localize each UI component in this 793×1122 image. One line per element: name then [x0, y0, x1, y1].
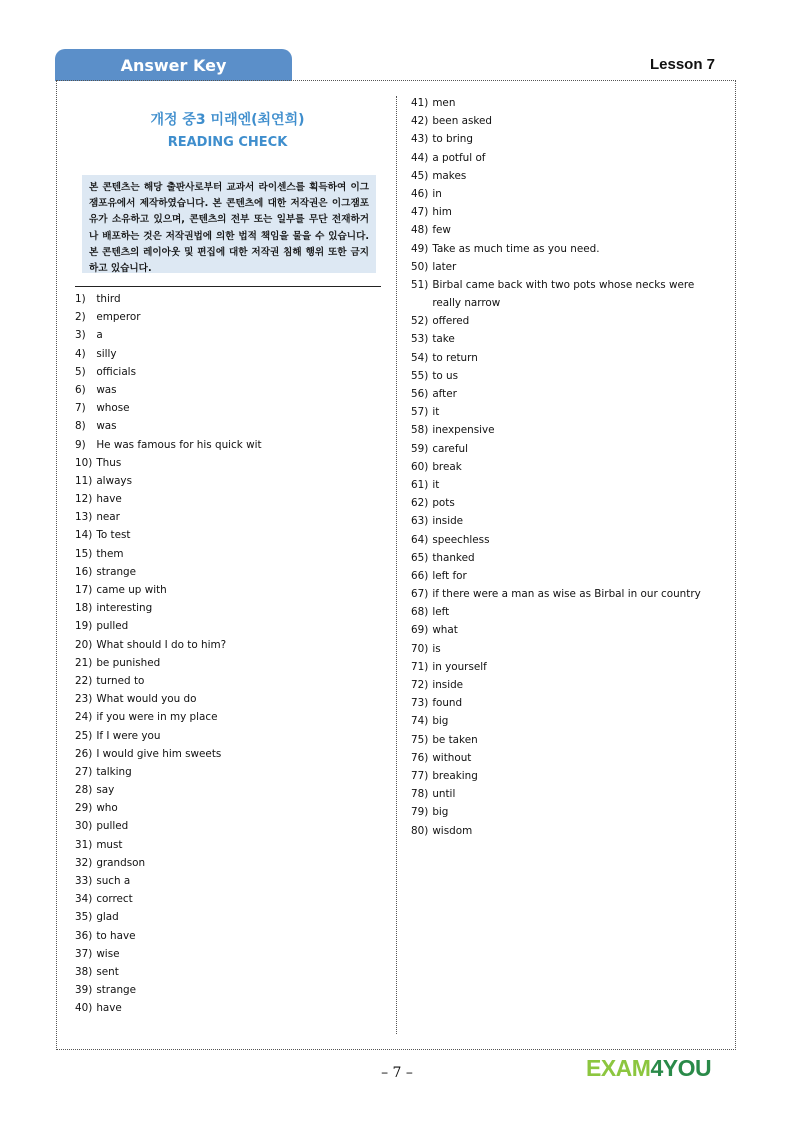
answer-number: 65) — [411, 551, 429, 564]
answer-number: 63) — [411, 515, 429, 528]
answer-text: a potful of — [432, 151, 486, 164]
answer-number: 74) — [411, 715, 429, 728]
answer-item — [75, 981, 375, 999]
answer-text: near — [96, 511, 120, 524]
answer-item — [75, 472, 375, 490]
answers-left-column — [75, 290, 375, 1018]
answer-text: always — [96, 474, 132, 487]
answer-number: 69) — [411, 624, 429, 637]
answer-text: men — [432, 97, 456, 109]
answer-number: 29) — [75, 802, 93, 815]
answer-item — [75, 508, 375, 526]
answer-text: a — [96, 329, 103, 342]
answer-item — [75, 308, 375, 326]
answer-item — [411, 658, 721, 676]
answer-text: makes — [432, 169, 467, 182]
answer-item — [411, 276, 721, 312]
answer-number: 8) — [75, 420, 86, 433]
answer-number: 33) — [75, 875, 93, 887]
answer-number: 77) — [411, 769, 429, 782]
answer-number: 22) — [75, 674, 93, 687]
answer-number: 20) — [75, 638, 93, 651]
answer-item — [75, 945, 375, 963]
answer-number: 66) — [411, 569, 429, 582]
answer-number: 37) — [75, 947, 93, 960]
answer-number: 19) — [75, 620, 93, 633]
answer-item — [75, 599, 375, 617]
answer-item — [75, 799, 375, 817]
answer-number: 6) — [75, 383, 86, 396]
answer-item — [411, 240, 721, 258]
answer-number: 68) — [411, 606, 429, 619]
answer-item — [411, 440, 721, 458]
answer-text: strange — [96, 984, 137, 997]
answer-item — [411, 112, 721, 130]
answer-number: 45) — [411, 169, 429, 182]
answer-item — [411, 676, 721, 694]
exam4you-logo — [586, 1055, 711, 1082]
answer-text: correct — [96, 893, 133, 906]
answer-text: until — [432, 788, 456, 801]
answer-text: him — [432, 206, 452, 219]
answer-text: left — [432, 606, 450, 619]
answer-number: 10) — [75, 456, 93, 469]
answer-item — [411, 149, 721, 167]
answer-item — [75, 636, 375, 654]
answer-text: He was famous for his quick wit — [96, 438, 262, 451]
answer-item — [411, 385, 721, 403]
answer-text: What would you do — [96, 693, 197, 706]
answer-number: 76) — [411, 751, 429, 764]
answer-number: 30) — [75, 820, 93, 833]
answer-number: 9) — [75, 438, 86, 451]
answer-text: whose — [96, 402, 130, 415]
answer-number: 27) — [75, 765, 93, 778]
answer-item — [411, 749, 721, 767]
answer-number: 42) — [411, 115, 429, 128]
answer-item — [75, 999, 375, 1017]
answer-item — [411, 494, 721, 512]
answer-text: must — [96, 838, 123, 851]
answer-item — [411, 822, 721, 840]
answer-text: such a — [96, 875, 131, 887]
answer-text: be taken — [432, 733, 478, 746]
answer-item — [75, 617, 375, 635]
answer-text: pulled — [96, 620, 129, 633]
answer-number: 67) — [411, 588, 429, 601]
answer-number: 70) — [411, 642, 429, 655]
answer-item — [411, 531, 721, 549]
answer-number: 52) — [411, 315, 429, 328]
answer-number: 47) — [411, 206, 429, 219]
answer-text: be punished — [96, 656, 161, 669]
answer-text: sent — [96, 965, 119, 978]
answer-number: 56) — [411, 388, 429, 401]
answer-item — [411, 330, 721, 348]
answer-number: 49) — [411, 242, 429, 255]
answer-item — [411, 421, 721, 439]
answer-item — [75, 290, 375, 308]
answer-text: say — [96, 784, 115, 797]
answer-number: 75) — [411, 733, 429, 746]
answer-text: what — [432, 624, 458, 637]
answer-text: without — [432, 751, 472, 764]
answer-text: to us — [432, 369, 459, 382]
answer-item — [75, 526, 375, 544]
answer-text: to return — [432, 351, 478, 364]
answer-text: later — [432, 260, 457, 273]
answer-text: take — [432, 333, 455, 346]
answer-item — [411, 312, 721, 330]
answer-item — [411, 130, 721, 148]
answer-text: To test — [96, 529, 131, 542]
answer-text: offered — [432, 315, 470, 328]
answer-text: pulled — [96, 820, 129, 833]
answer-number: 12) — [75, 493, 93, 506]
answer-number: 51) — [411, 278, 429, 291]
answer-number: 24) — [75, 711, 93, 724]
answer-text: in — [432, 187, 442, 200]
answer-number: 59) — [411, 442, 429, 455]
answer-text: silly — [96, 347, 117, 360]
answer-item — [75, 927, 375, 945]
answer-number: 36) — [75, 929, 93, 942]
answer-number: 13) — [75, 511, 93, 524]
answer-number: 35) — [75, 911, 93, 924]
answer-text: wise — [96, 947, 120, 960]
answer-text: turned to — [96, 674, 145, 687]
answer-number: 46) — [411, 187, 429, 200]
answer-number: 58) — [411, 424, 429, 437]
answer-item — [75, 545, 375, 563]
answer-item — [75, 763, 375, 781]
answer-text: emperor — [96, 311, 141, 324]
answer-item — [411, 621, 721, 639]
answer-number: 4) — [75, 347, 86, 360]
answer-text: is — [432, 642, 441, 655]
answer-number: 28) — [75, 784, 93, 797]
answer-item — [411, 167, 721, 185]
answer-item — [75, 836, 375, 854]
answer-text: grandson — [96, 856, 146, 869]
answer-text: talking — [96, 765, 132, 778]
answers-right-column — [411, 94, 721, 840]
section-title: READING CHECK — [167, 135, 288, 150]
answer-item — [411, 349, 721, 367]
answer-text: few — [432, 224, 451, 237]
answer-text: If I were you — [96, 729, 161, 742]
answer-text: pots — [432, 497, 455, 510]
answer-text: I would give him sweets — [96, 747, 222, 760]
answer-number: 60) — [411, 460, 429, 473]
answer-number: 61) — [411, 478, 429, 491]
answer-item — [75, 563, 375, 581]
title-block — [75, 110, 380, 154]
answer-text: officials — [96, 365, 136, 378]
answer-number: 11) — [75, 474, 93, 487]
answer-number: 53) — [411, 333, 429, 346]
lesson-label: Lesson 7 — [649, 56, 715, 73]
answer-text: was — [96, 383, 117, 396]
answer-item — [75, 454, 375, 472]
answer-number: 17) — [75, 584, 93, 596]
answer-number: 38) — [75, 965, 93, 978]
answer-number: 72) — [411, 679, 429, 692]
answer-number: 7) — [75, 402, 86, 415]
answer-number: 39) — [75, 984, 93, 997]
textbook-title: 개정 중3 미래엔(최연희) — [150, 112, 305, 128]
answer-number: 26) — [75, 747, 93, 760]
logo-4you-text: 4YOU — [650, 1055, 712, 1081]
answer-text: Take as much time as you need. — [432, 242, 600, 255]
answer-number: 14) — [75, 529, 93, 542]
answer-item — [411, 221, 721, 239]
answer-number: 50) — [411, 260, 429, 273]
answer-item — [75, 399, 375, 417]
answer-number: 16) — [75, 565, 93, 578]
answer-number: 40) — [75, 1002, 93, 1015]
answer-number: 78) — [411, 788, 429, 801]
answer-text: left for — [432, 569, 467, 582]
answer-text: third — [96, 293, 121, 305]
answer-text: thanked — [432, 551, 475, 564]
answer-text: after — [432, 388, 457, 401]
answer-number: 62) — [411, 497, 429, 510]
answer-item — [75, 363, 375, 381]
notice-rule — [75, 286, 381, 287]
column-divider — [396, 96, 397, 1034]
answer-item — [411, 185, 721, 203]
answer-item — [411, 94, 721, 112]
answer-number: 3) — [75, 329, 86, 342]
answer-number: 55) — [411, 369, 429, 382]
answer-item — [411, 476, 721, 494]
answer-number: 54) — [411, 351, 429, 364]
answer-item — [75, 781, 375, 799]
answer-text: in yourself — [432, 660, 487, 673]
answer-key-label: Answer Key — [120, 55, 227, 75]
answer-item — [75, 963, 375, 981]
answer-text: breaking — [432, 769, 478, 782]
answer-item — [411, 403, 721, 421]
answer-text: them — [96, 547, 124, 560]
answer-item — [75, 417, 375, 435]
answer-item — [75, 581, 375, 599]
answer-item — [75, 490, 375, 508]
answer-item — [411, 258, 721, 276]
answer-text: big — [432, 806, 449, 819]
answer-text: if you were in my place — [96, 711, 218, 724]
answer-number: 64) — [411, 533, 429, 546]
answer-text: Birbal came back with two pots whose necks were really narrow — [432, 278, 695, 310]
answer-text: glad — [96, 911, 119, 924]
answer-number: 18) — [75, 602, 93, 615]
answer-item — [411, 203, 721, 221]
answer-number: 41) — [411, 97, 429, 109]
answer-item — [411, 458, 721, 476]
answer-item — [411, 767, 721, 785]
answer-item — [75, 690, 375, 708]
answer-text: interesting — [96, 602, 153, 615]
answer-item — [411, 512, 721, 530]
answer-text: Thus — [96, 456, 122, 469]
page-number: – 7 – — [381, 1065, 413, 1081]
answer-number: 44) — [411, 151, 429, 164]
answer-item — [75, 872, 375, 890]
answer-text: it — [432, 478, 440, 491]
answer-number: 32) — [75, 856, 93, 869]
answer-item — [411, 712, 721, 730]
answer-text: inside — [432, 679, 464, 692]
answer-item — [411, 603, 721, 621]
answer-item — [75, 854, 375, 872]
answer-text: break — [432, 460, 462, 473]
answer-text: who — [96, 802, 118, 815]
answer-text: inexpensive — [432, 424, 495, 437]
answer-number: 31) — [75, 838, 93, 851]
answer-item — [411, 585, 721, 603]
answer-text: big — [432, 715, 449, 728]
answer-number: 79) — [411, 806, 429, 819]
answer-text: have — [96, 1002, 122, 1015]
answer-item — [411, 567, 721, 585]
answer-text: wisdom — [432, 824, 473, 837]
answer-text: was — [96, 420, 117, 433]
answer-item — [75, 381, 375, 399]
answer-key-tab — [55, 49, 292, 81]
answer-number: 34) — [75, 893, 93, 906]
answer-text: inside — [432, 515, 464, 528]
answer-number: 15) — [75, 547, 93, 560]
logo-exam-text: EXAM — [586, 1055, 651, 1081]
answer-number: 80) — [411, 824, 429, 837]
answer-item — [75, 345, 375, 363]
answer-item — [411, 803, 721, 821]
answer-text: What should I do to him? — [96, 638, 227, 651]
answer-number: 23) — [75, 693, 93, 706]
answer-number: 1) — [75, 293, 86, 305]
answer-number: 2) — [75, 311, 86, 324]
answer-text: it — [432, 406, 440, 419]
answer-item — [75, 817, 375, 835]
answer-text: found — [432, 697, 463, 710]
answer-item — [411, 785, 721, 803]
answer-item — [75, 326, 375, 344]
answer-number: 57) — [411, 406, 429, 419]
copyright-notice: 본 콘텐츠는 해당 출판사로부터 교과서 라이센스를 획득하여 이그잼포유에서 제작하였습니다. 본 콘텐츠에 대한 저작권은 이그잼포유가 소유하고 있으며, 콘텐츠의 전부 또는 일부를 무단 전재하거나 배포하는 것은 저작권법에 의한 법적 책임을 물을 수 있습니다. 본 콘텐츠의 레이아웃 및 편집에 대한 저작권 침해 행위 또한 금지하고 있습니다. — [82, 175, 376, 273]
answer-item — [75, 890, 375, 908]
answer-number: 5) — [75, 365, 86, 378]
answer-item — [75, 436, 375, 454]
answer-text: if there were a man as wise as Birbal in our country — [432, 588, 701, 601]
answer-text: to bring — [432, 133, 473, 146]
answer-item — [411, 640, 721, 658]
answer-number: 71) — [411, 660, 429, 673]
answer-number: 73) — [411, 697, 429, 710]
answer-item — [75, 908, 375, 926]
answer-number: 43) — [411, 133, 429, 146]
answer-item — [75, 727, 375, 745]
answer-text: have — [96, 493, 122, 506]
answer-item — [411, 367, 721, 385]
answer-item — [411, 731, 721, 749]
answer-item — [411, 694, 721, 712]
answer-item — [411, 549, 721, 567]
answer-item — [75, 708, 375, 726]
answer-text: came up with — [96, 584, 167, 596]
answer-number: 25) — [75, 729, 93, 742]
answer-item — [75, 745, 375, 763]
answer-item — [75, 654, 375, 672]
answer-number: 21) — [75, 656, 93, 669]
answer-text: been asked — [432, 115, 492, 128]
answer-text: careful — [432, 442, 468, 455]
answer-text: speechless — [432, 533, 490, 546]
answer-number: 48) — [411, 224, 429, 237]
answer-item — [75, 672, 375, 690]
answer-text: strange — [96, 565, 137, 578]
answer-text: to have — [96, 929, 136, 942]
